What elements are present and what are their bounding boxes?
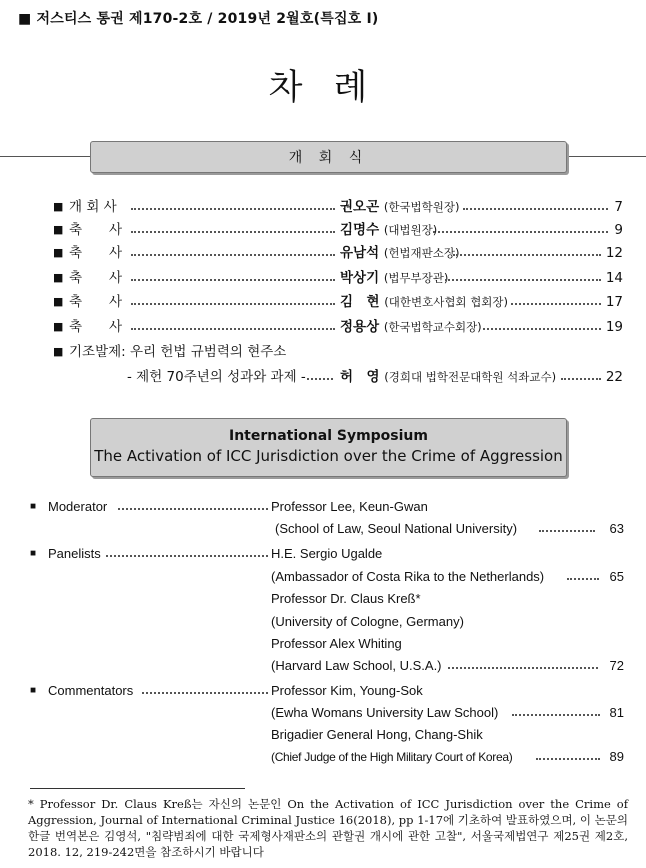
- panelist-affiliation-row[interactable]: [30, 655, 624, 677]
- commentator-affiliation-row[interactable]: [30, 702, 624, 724]
- entry-page: 19: [605, 319, 623, 335]
- toc-entry[interactable]: [53, 219, 623, 241]
- leader-dots: [453, 254, 601, 256]
- symposium-subtitle: The Activation of ICC Jurisdiction over the Crime of Aggression: [94, 447, 563, 465]
- toc-entry[interactable]: [53, 316, 623, 338]
- entry-speaker: 김명수 (대법원장): [340, 222, 438, 238]
- entry-affiliation: (대법원장): [383, 223, 438, 237]
- commentator-affiliation: (Ewha Womans University Law School): [271, 705, 499, 720]
- bullet-icon: ■: [53, 345, 64, 358]
- entry-speaker: 박상기 (법무부장관): [340, 270, 449, 286]
- panelist-affiliation: (Harvard Law School, U.S.A.): [271, 658, 442, 673]
- toc-entry-keynote[interactable]: [53, 341, 623, 363]
- toc-entry[interactable]: [53, 242, 623, 264]
- commentator-affiliation-row[interactable]: [30, 746, 624, 768]
- leader-dots: [539, 530, 595, 532]
- leader-dots: [131, 303, 335, 305]
- entry-speaker: 권오곤 (한국법학원장): [340, 199, 460, 215]
- toc-entry[interactable]: [53, 196, 623, 218]
- leader-dots: [448, 667, 598, 669]
- entry-page: 17: [605, 294, 623, 310]
- bullet-icon: ■: [53, 200, 64, 213]
- entry-label: 축 사: [69, 245, 123, 261]
- moderator-name: Professor Lee, Keun-Gwan: [271, 499, 428, 514]
- panelist-affiliation: (Ambassador of Costa Rika to the Netherlands): [271, 569, 545, 584]
- panelist-affiliation: (University of Cologne, Germany): [271, 614, 464, 629]
- commentator-affiliation: (Chief Judge of the High Military Court of Korea): [271, 750, 513, 764]
- bullet-icon: ■: [30, 685, 37, 696]
- entry-page: 9: [614, 222, 623, 238]
- entry-speaker: 김 현 (대한변호사협회 협회장): [340, 294, 509, 310]
- panelist-name: Professor Dr. Claus Kreß*: [271, 591, 421, 606]
- entry-affiliation: (한국법학원장): [383, 200, 460, 214]
- entry-label: 개 회 사: [69, 199, 117, 215]
- bullet-icon: ■: [53, 271, 64, 284]
- symposium-heading: [90, 418, 567, 477]
- panelists-label: Panelists: [48, 546, 101, 561]
- entry-speaker: 정용상 (한국법학교수회장): [340, 319, 482, 335]
- entry-page: 12: [605, 245, 623, 261]
- leader-dots: [131, 231, 335, 233]
- leader-dots: [512, 714, 600, 716]
- leader-dots: [433, 231, 608, 233]
- keynote-title: 기조발제: 우리 헌법 규범력의 현주소: [69, 344, 287, 360]
- leader-dots: [536, 758, 600, 760]
- leader-dots: [463, 208, 608, 210]
- moderator-affiliation: (School of Law, Seoul National University): [275, 521, 518, 536]
- toc-entry[interactable]: [53, 291, 623, 313]
- keynote-subtitle: - 제헌 70주년의 성과와 과제 -: [127, 369, 306, 385]
- entry-speaker: 허 영 (경희대 법학전문대학원 석좌교수): [340, 369, 557, 385]
- leader-dots: [142, 692, 268, 694]
- entry-page: 65: [609, 569, 624, 584]
- panelist-affiliation-row[interactable]: [30, 566, 624, 588]
- leader-dots: [307, 378, 333, 380]
- leader-dots: [561, 378, 601, 380]
- entry-affiliation: (법무부장관): [383, 271, 449, 285]
- entry-label: 축 사: [69, 270, 123, 286]
- entry-affiliation: (경희대 법학전문대학원 석좌교수): [384, 370, 557, 384]
- panelist-affiliation-row[interactable]: [30, 611, 624, 633]
- entry-affiliation: (대한변호사협회 협회장): [384, 295, 509, 309]
- bullet-icon: ■: [30, 501, 37, 512]
- entry-label: 축 사: [69, 222, 123, 238]
- panelist-name: H.E. Sergio Ugalde: [271, 546, 383, 561]
- leader-dots: [106, 555, 268, 557]
- footnote: * Professor Dr. Claus Kreß는 자신의 논문인 On the Activation of ICC Jurisdiction over the Crime of Aggression, Journal of International Criminal Justice 16(2018), pp 1-17에 기초하여 발표하였으며, 이 논문의 한글 번역본은 김영석, "침략범죄에 대한 국제형사재판소의 관할권 개시에 관한 고찰", 서울국제법연구 제25권 제2호, 2018. 12, 219-242면을 참조하시기 바랍니다: [28, 797, 628, 859]
- commentator-name: Brigadier General Hong, Chang-Shik: [271, 727, 483, 742]
- leader-dots: [131, 328, 335, 330]
- entry-page: 22: [605, 369, 623, 385]
- toc-entry[interactable]: [53, 267, 623, 289]
- journal-header: ■ 저스티스 통권 제170-2호 / 2019년 2월호(특집호 Ⅰ): [18, 11, 379, 27]
- entry-page: 14: [605, 270, 623, 286]
- bullet-icon: ■: [53, 320, 64, 333]
- opening-section-heading: 개 회 식: [90, 141, 567, 173]
- moderator-label: Moderator: [48, 499, 108, 514]
- footnote-rule: [30, 788, 245, 789]
- entry-label: 축 사: [69, 294, 123, 310]
- entry-label: 축 사: [69, 319, 123, 335]
- entry-affiliation: (한국법학교수회장): [383, 320, 482, 334]
- entry-page: 63: [609, 521, 624, 536]
- panelist-entry[interactable]: [30, 633, 624, 655]
- leader-dots: [445, 279, 601, 281]
- bullet-icon: ■: [30, 548, 37, 559]
- page-title: 차 례: [268, 68, 378, 108]
- commentator-name: Professor Kim, Young-Sok: [271, 683, 423, 698]
- panelist-entry[interactable]: [30, 588, 624, 610]
- bullet-icon: ■: [53, 223, 64, 236]
- commentator-entry[interactable]: [30, 724, 624, 746]
- leader-dots: [131, 208, 335, 210]
- entry-affiliation: (헌법재판소장): [383, 246, 460, 260]
- bullet-icon: ■: [53, 246, 64, 259]
- entry-page: 81: [609, 705, 624, 720]
- leader-dots: [511, 303, 601, 305]
- leader-dots: [131, 254, 335, 256]
- moderator-entry[interactable]: [30, 496, 624, 518]
- leader-dots: [567, 578, 599, 580]
- entry-page: 7: [614, 199, 623, 215]
- commentator-entry[interactable]: [30, 680, 624, 702]
- leader-dots: [118, 508, 268, 510]
- leader-dots: [483, 328, 601, 330]
- panelist-entry[interactable]: [30, 543, 624, 565]
- moderator-affiliation-row[interactable]: [30, 518, 624, 540]
- panelist-name: Professor Alex Whiting: [271, 636, 402, 651]
- toc-entry-keynote-sub[interactable]: [53, 366, 623, 388]
- entry-page: 72: [609, 658, 624, 673]
- symposium-title: International Symposium: [228, 428, 428, 444]
- bullet-icon: ■: [53, 295, 64, 308]
- entry-speaker: 유남석 (헌법재판소장): [340, 245, 460, 261]
- leader-dots: [131, 279, 335, 281]
- entry-page: 89: [609, 749, 624, 764]
- commentators-label: Commentators: [48, 683, 134, 698]
